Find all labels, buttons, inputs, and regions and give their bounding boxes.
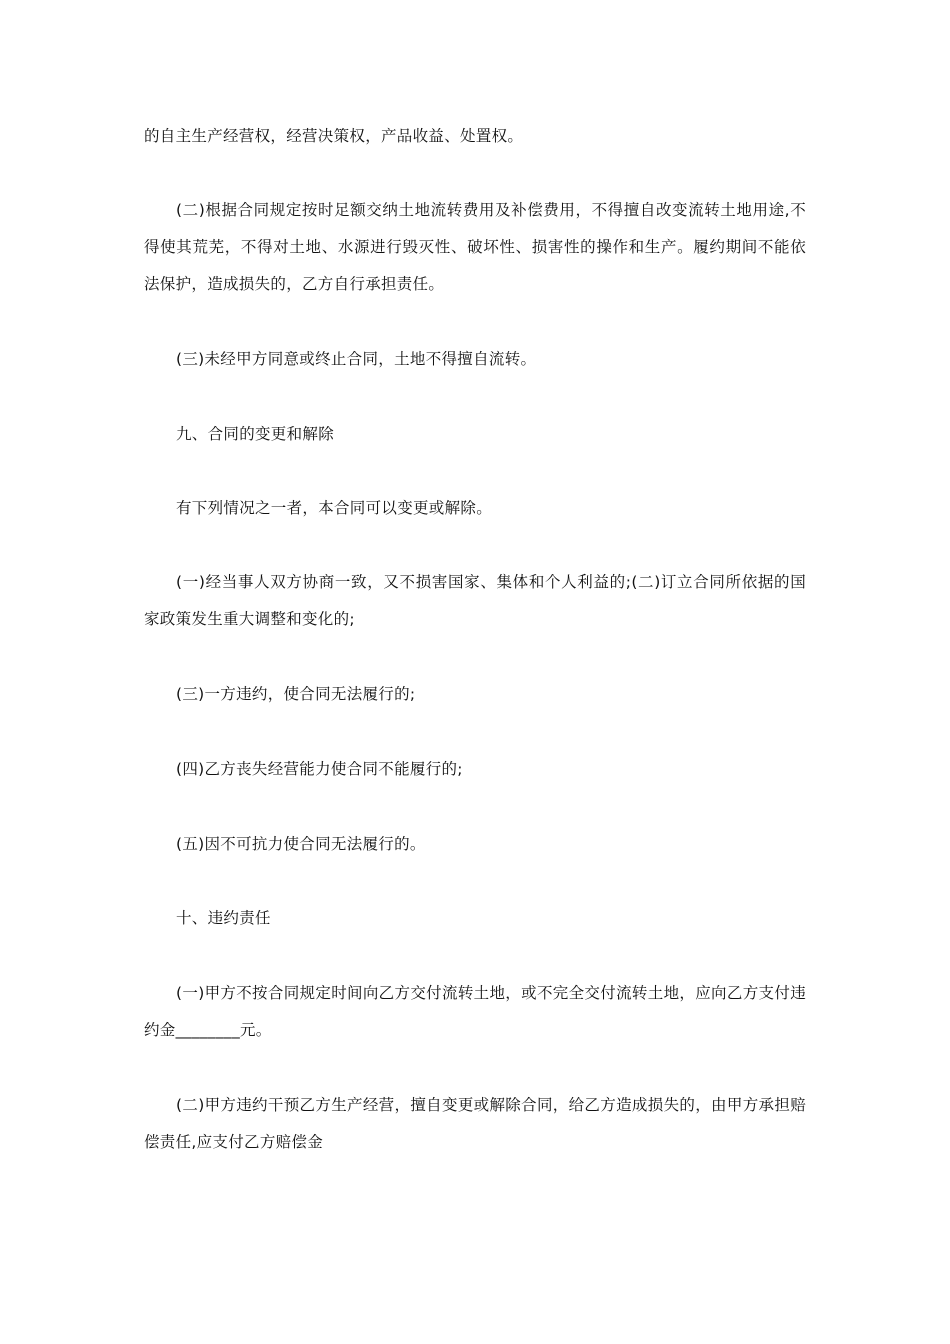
paragraph-liability-2: (二)甲方违约干预乙方生产经营，擅自变更或解除合同，给乙方造成损失的，由甲方承担赔偿责任,应支付乙方赔偿金 [144,1096,806,1151]
paragraph-liability-1: (一)甲方不按合同规定时间向乙方交付流转土地，或不完全交付流转土地，应向乙方支付违约金________元。 [144,984,806,1039]
section-heading-ten: 十、违约责任 [176,909,271,927]
paragraph-rights-continued: 的自主生产经营权，经营决策权，产品收益、处置权。 [144,127,524,145]
paragraph-clause-3-transfer: (三)未经甲方同意或终止合同，土地不得擅自流转。 [176,350,537,368]
paragraph-change-item-3: (三)一方违约，使合同无法履行的; [176,685,416,703]
paragraph-change-item-5: (五)因不可抗力使合同无法履行的。 [176,835,426,853]
section-heading-nine: 九、合同的变更和解除 [176,425,335,443]
paragraph-change-item-4: (四)乙方丧失经营能力使合同不能履行的; [176,760,463,778]
paragraph-change-intro: 有下列情况之一者，本合同可以变更或解除。 [176,499,493,517]
paragraph-clause-2-obligations: (二)根据合同规定按时足额交纳土地流转费用及补偿费用，不得擅自改变流转土地用途,不得使其荒芜，不得对土地、水源进行毁灭性、破坏性、损害性的操作和生产。履约期间不能依法保护，造成损失的，乙方自行承担责任。 [144,201,806,293]
paragraph-change-items-1-2: (一)经当事人双方协商一致，又不损害国家、集体和个人利益的;(二)订立合同所依据的国家政策发生重大调整和变化的; [144,573,806,628]
